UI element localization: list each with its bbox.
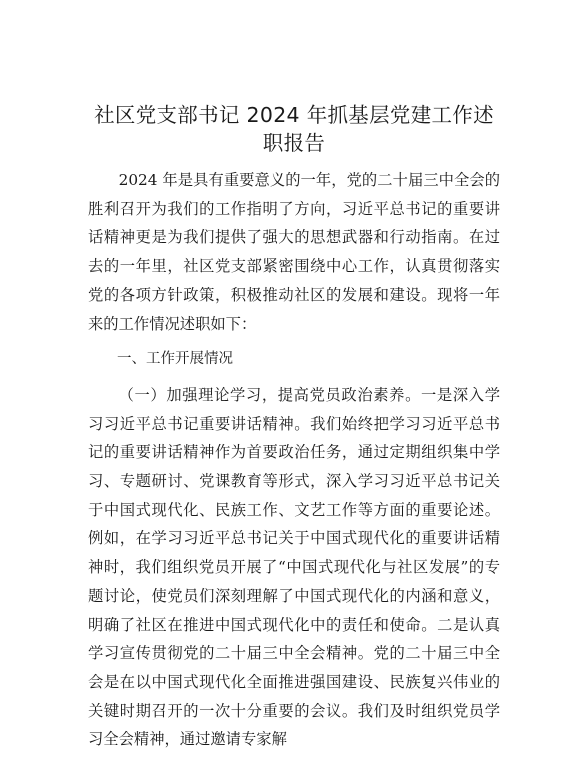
body-paragraph: （一）加强理论学习，提高党员政治素养。一是深入学习习近平总书记重要讲话精神。我们始终把学习习近平总书记的重要讲话精神作为首要政治任务，通过定期组织集中学习、专题研讨、党课教育等形式，深入学习习近平总书记关于中国式现代化、民族工作、文艺工作等方面的重要论述。例如，在学习习近平总书记关于中国式现代化的重要讲话精神时，我们组织党员开展了“中国式现代化与社区发展”的专题讨论，使党员们深刻理解了中国式现代化的内涵和意义，明确了社区在推进中国式现代化中的责任和使命。二是认真学习宣传贯彻党的二十届三中全会精神。党的二十届三中全会是在以中国式现代化全面推进强国建设、民族复兴伟业的关键时期召开的一次十分重要的会议。我们及时组织党员学习全会精神，通过邀请专家解 bbox=[88, 385, 500, 749]
intro-paragraph: 2024 年是具有重要意义的一年，党的二十届三中全会的胜利召开为我们的工作指明了方向，习近平总书记的重要讲话精神更是为我们提供了强大的思想武器和行动指南。在过去的一年里，社区党支部紧密围绕中心工作，认真贯彻落实党的各项方针政策，积极推动社区的发展和建设。现将一年来的工作情况述职如下： bbox=[88, 171, 500, 333]
document-body bbox=[88, 166, 500, 754]
section-heading: 一、工作开展情况 bbox=[117, 351, 233, 368]
document-title: 社区党支部书记 2024 年抓基层党建工作述职报告 bbox=[94, 103, 494, 155]
